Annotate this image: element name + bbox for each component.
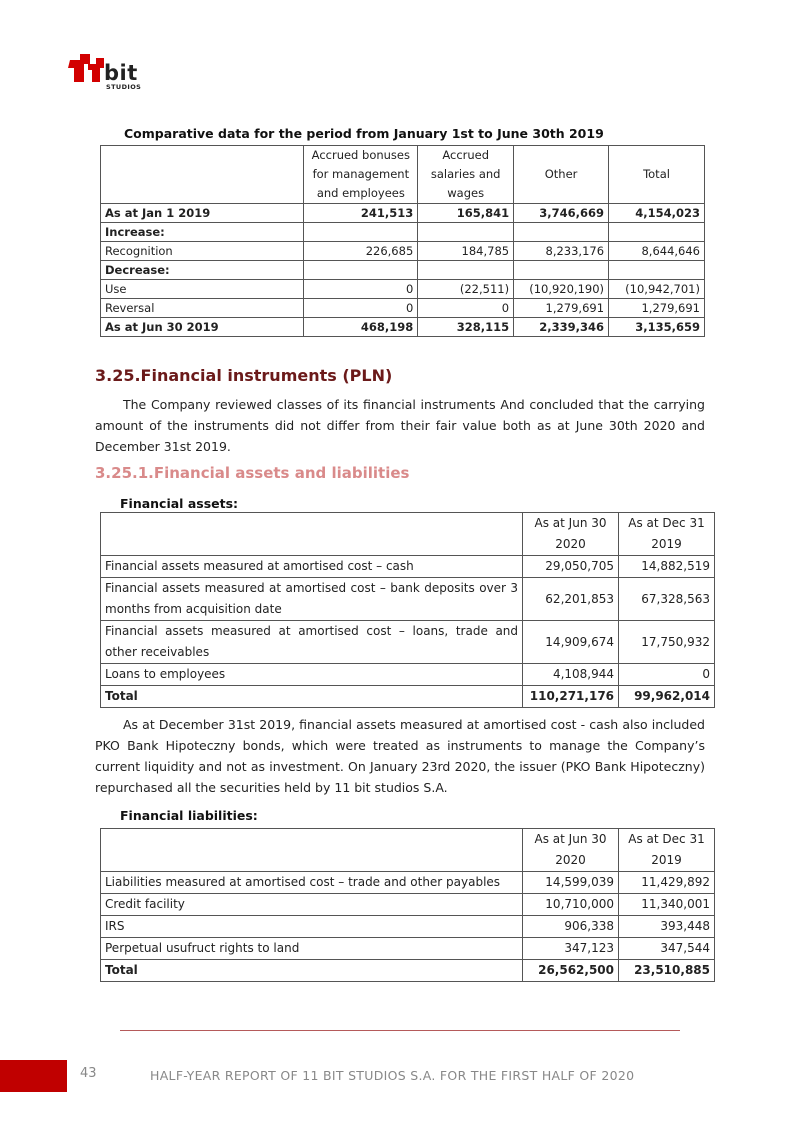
cell: 393,448 [619,916,715,938]
table-row [101,223,705,242]
assets-caption: Financial assets: [120,496,239,511]
footer-accent-bar [0,1060,67,1092]
row-label: Decrease: [101,261,304,280]
header-cell: As at Dec 31 2019 [619,829,715,872]
page-number: 43 [80,1066,97,1081]
table-row [101,578,715,621]
table-row [101,261,705,280]
table-row [101,204,705,223]
header-cell: Other [514,146,609,204]
table-header-row [101,146,705,204]
cell: (22,511) [418,280,514,299]
table-row [101,872,715,894]
header-cell: As at Dec 31 2019 [619,513,715,556]
table-row [101,299,705,318]
cell: 11,340,001 [619,894,715,916]
subsection-title: 3.25.1.Financial assets and liabilities [95,464,410,482]
cell [514,223,609,242]
row-label: Recognition [101,242,304,261]
header-cell: Accrued salaries and wages [418,146,514,204]
cell: 3,135,659 [609,318,705,337]
cell: 4,108,944 [523,664,619,686]
cell [609,261,705,280]
row-label: IRS [101,916,523,938]
cell: 67,328,563 [619,578,715,621]
cell: 0 [418,299,514,318]
cell: 110,271,176 [523,686,619,708]
table-header-row [101,513,715,556]
table-row [101,556,715,578]
cell: 11,429,892 [619,872,715,894]
header-cell: Accrued bonuses for management and employees [304,146,418,204]
table-row [101,664,715,686]
cell: (10,942,701) [609,280,705,299]
cell: 0 [304,280,418,299]
comparative-table [100,145,705,337]
cell: 14,909,674 [523,621,619,664]
cell: 0 [304,299,418,318]
row-label: Liabilities measured at amortised cost – trade and other payables [101,872,523,894]
cell: 2,339,346 [514,318,609,337]
cell: 906,338 [523,916,619,938]
row-label: Total [101,960,523,982]
cell [514,261,609,280]
row-label: As at Jan 1 2019 [101,204,304,223]
cell: 10,710,000 [523,894,619,916]
cell: 8,233,176 [514,242,609,261]
table-row [101,960,715,982]
cell: 62,201,853 [523,578,619,621]
cell [418,261,514,280]
assets-table [100,512,715,708]
cell: 226,685 [304,242,418,261]
header-cell: As at Jun 30 2020 [523,513,619,556]
row-label: Total [101,686,523,708]
row-label: Use [101,280,304,299]
header-cell: Total [609,146,705,204]
row-label: Loans to employees [101,664,523,686]
cell: 1,279,691 [609,299,705,318]
cell: 23,510,885 [619,960,715,982]
table-row [101,280,705,299]
logo-wordmark: bit [104,61,138,85]
row-label: Perpetual usufruct rights to land [101,938,523,960]
cell: 347,544 [619,938,715,960]
table-row [101,894,715,916]
footer-divider [120,1030,680,1031]
cell: 4,154,023 [609,204,705,223]
row-label: Financial assets measured at amortised cost – bank deposits over 3 months from acquisition date [101,578,523,621]
cell: 347,123 [523,938,619,960]
cell: 99,962,014 [619,686,715,708]
cell: 468,198 [304,318,418,337]
cell: 184,785 [418,242,514,261]
section-title: 3.25.Financial instruments (PLN) [95,366,393,385]
row-label: Financial assets measured at amortised cost – cash [101,556,523,578]
cell: 14,599,039 [523,872,619,894]
table-row [101,318,705,337]
cell: 26,562,500 [523,960,619,982]
row-label: Reversal [101,299,304,318]
row-label: Credit facility [101,894,523,916]
table-row [101,938,715,960]
logo-subtitle: STUDIOS [106,83,142,91]
table-row [101,686,715,708]
header-cell-empty [101,146,304,204]
cell: 3,746,669 [514,204,609,223]
table-header-row [101,829,715,872]
cell [304,223,418,242]
table-row [101,242,705,261]
cell: 8,644,646 [609,242,705,261]
row-label: Increase: [101,223,304,242]
header-cell-empty [101,513,523,556]
cell: 241,513 [304,204,418,223]
assets-note: As at December 31st 2019, financial assets measured at amortised cost - cash also included PKO Bank Hipoteczny bonds, which were treated as instruments to manage the Company’s current liquidity and not as investment. On January 23rd 2020, the issuer (PKO Bank Hipoteczny) repurchased all the securities held by 11 bit studios S.A. [95,717,705,795]
cell: 14,882,519 [619,556,715,578]
cell [418,223,514,242]
header-cell-empty [101,829,523,872]
comparative-caption: Comparative data for the period from January 1st to June 30th 2019 [124,126,604,141]
section-intro: The Company reviewed classes of its financial instruments And concluded that the carrying amount of the instruments did not differ from their fair value both as at June 30th 2020 and December 31st 2019. [95,397,705,454]
row-label: As at Jun 30 2019 [101,318,304,337]
table-row [101,916,715,938]
cell: 1,279,691 [514,299,609,318]
table-row [101,621,715,664]
cell: (10,920,190) [514,280,609,299]
footer-title: HALF-YEAR REPORT OF 11 BIT STUDIOS S.A. FOR THE FIRST HALF OF 2020 [150,1068,635,1083]
cell: 17,750,932 [619,621,715,664]
cell: 29,050,705 [523,556,619,578]
cell: 328,115 [418,318,514,337]
cell [609,223,705,242]
cell: 0 [619,664,715,686]
liabilities-caption: Financial liabilities: [120,808,258,823]
header-cell: As at Jun 30 2020 [523,829,619,872]
liabilities-table [100,828,715,982]
cell [304,261,418,280]
cell: 165,841 [418,204,514,223]
row-label: Financial assets measured at amortised cost – loans, trade and other receivables [101,621,523,664]
